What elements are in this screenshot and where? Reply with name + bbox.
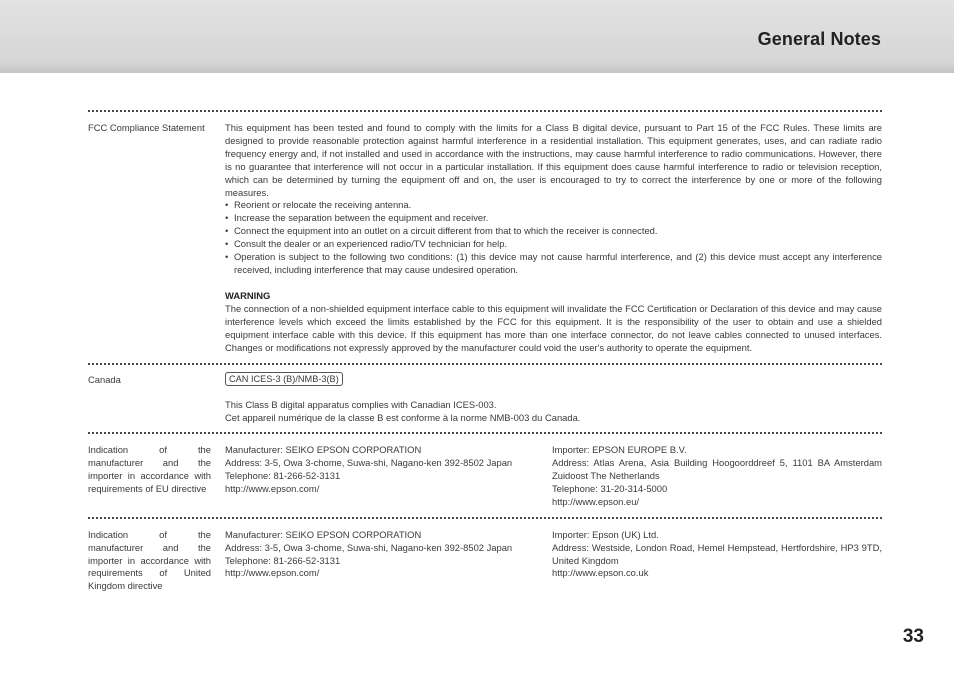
eu-importer-telephone: Telephone: 31-20-314-5000 xyxy=(552,482,668,494)
eu-manufacturer-name: Manufacturer: SEIKO EPSON CORPORATION xyxy=(225,444,422,456)
uk-section xyxy=(88,519,882,594)
warning-text: The connection of a non-shielded equipment interface cable to this equipment will invalidate the FCC Certification or Declaration of this device and may cause interference levels which exceed the limits established by the FCC for this equipment. It is the responsibility of the user to obtain and use a shielded equipment interface cable with this device. If this equipment has more than one interface connector, do not leave cables connected to unused interfaces. Changes or modifications not expressly approved by the manufacturer could void the user's authority to operate the equipment. xyxy=(225,302,882,353)
uk-manufacturer-name: Manufacturer: SEIKO EPSON CORPORATION xyxy=(225,528,422,540)
fcc-paragraph: This equipment has been tested and found to comply with the limits for a Class B digital device, pursuant to Part 15 of the FCC Rules. These limits are designed to provide reasonable protection against harmful interference in a residential installation. This equipment generates, uses, and can radiate radio frequency energy and, if not installed and used in accordance with the instructions, may cause harmful interference to radio communications. However, there is no guarantee that interference will not occur in a particular installation. If this equipment does cause harmful interference to radio or television reception, which can be determined by turning the equipment off and on, the user is encouraged to try to correct the interference by one or more of the following measures. xyxy=(225,122,882,198)
eu-section xyxy=(88,434,882,509)
notes-content xyxy=(88,110,882,593)
uk-importer xyxy=(552,529,882,594)
uk-importer-name: Importer: Epson (UK) Ltd. xyxy=(552,528,659,540)
list-item: • Connect the equipment into an outlet on a circuit different from that to which the receiver is connected. xyxy=(225,225,882,238)
eu-importer-name: Importer: EPSON EUROPE B.V. xyxy=(552,444,687,456)
canada-body xyxy=(225,372,882,425)
list-item: • Consult the dealer or an experienced radio/TV technician for help. xyxy=(225,238,882,251)
fcc-label: FCC Compliance Statement xyxy=(88,122,205,133)
page-number: 33 xyxy=(902,626,924,647)
eu-importer-address: Address: Atlas Arena, Asia Building Hoogoorddreef 5, 1101 BA Amsterdam Zuidoost The Netherlands xyxy=(552,457,882,482)
list-item: • Reorient or relocate the receiving antenna. xyxy=(225,199,882,212)
list-item: • Increase the separation between the equipment and receiver. xyxy=(225,212,882,225)
eu-importer-url: http://www.epson.eu/ xyxy=(552,495,640,507)
uk-manufacturer xyxy=(225,529,552,594)
eu-manufacturer xyxy=(225,444,552,509)
canada-section xyxy=(88,365,882,425)
canada-line-french: Cet appareil numérique de la classe B est conforme à la norme NMB-003 du Canada. xyxy=(225,412,581,424)
warning-heading: WARNING xyxy=(225,289,271,301)
fcc-bullet-list xyxy=(225,199,882,276)
page-title: General Notes xyxy=(757,29,881,49)
fcc-body xyxy=(225,122,882,354)
canada-label: Canada xyxy=(88,374,121,386)
eu-manufacturer-url: http://www.epson.com/ xyxy=(225,482,320,494)
eu-label: Indication of the manufacturer and the importer in accordance with requirements of EU directive xyxy=(88,444,211,494)
canada-line-english: This Class B digital apparatus complies with Canadian ICES-003. xyxy=(225,399,497,411)
uk-manufacturer-telephone: Telephone: 81-266-52-3131 xyxy=(225,554,341,566)
eu-columns xyxy=(225,444,882,509)
uk-importer-address: Address: Westside, London Road, Hemel Hempstead, Hertfordshire, HP3 9TD, United Kingdom xyxy=(552,541,882,566)
uk-manufacturer-url: http://www.epson.com/ xyxy=(225,567,320,579)
list-item: • Operation is subject to the following two conditions: (1) this device may not cause harmful interference, and (2) this device must accept any interference received, including interference that may cause undesired operation. xyxy=(225,251,882,277)
uk-importer-url: http://www.epson.co.uk xyxy=(552,567,649,579)
fcc-section xyxy=(88,112,882,354)
eu-importer xyxy=(552,444,882,509)
uk-label: Indication of the manufacturer and the importer in accordance with requirements of United Kingdom directive xyxy=(88,528,211,592)
eu-manufacturer-telephone: Telephone: 81-266-52-3131 xyxy=(225,470,341,482)
ices-badge: CAN ICES-3 (B)/NMB-3(B) xyxy=(225,372,343,386)
uk-manufacturer-address: Address: 3-5, Owa 3-chome, Suwa-shi, Nagano-ken 392-8502 Japan xyxy=(225,541,513,553)
uk-columns xyxy=(225,529,882,594)
eu-manufacturer-address: Address: 3-5, Owa 3-chome, Suwa-shi, Nagano-ken 392-8502 Japan xyxy=(225,457,513,469)
